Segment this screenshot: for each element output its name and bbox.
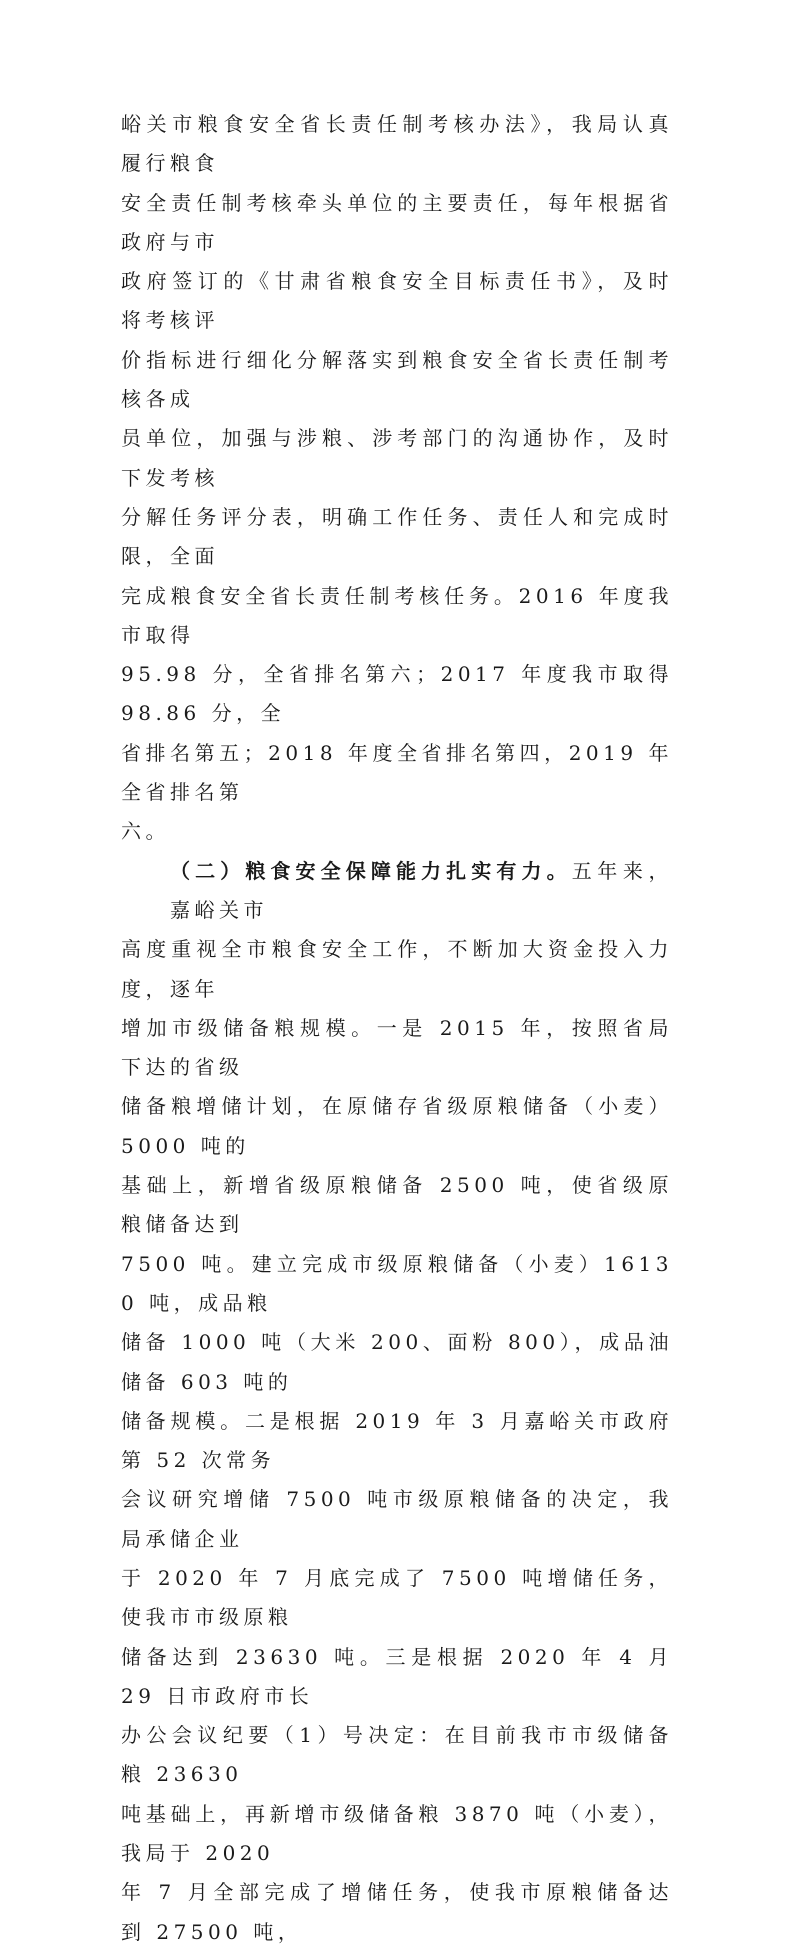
text-line: 95.98 分，全省排名第六；2017 年度我市取得 98.86 分，全	[121, 662, 673, 726]
text-line: 7500 吨。建立完成市级原粮储备（小麦）16130 吨，成品粮	[121, 1251, 673, 1315]
text-line: 峪关市粮食安全省长责任制考核办法》，我局认真履行粮食	[121, 112, 673, 176]
text-line: 高度重视全市粮食安全工作，不断加大资金投入力度，逐年	[121, 937, 673, 1001]
text-line: 于 2020 年 7 月底完成了 7500 吨增储任务，使我市市级原粮	[121, 1565, 673, 1630]
text-line-first	[121, 852, 673, 931]
text-line: 会议研究增储 7500 吨市级原粮储备的决定，我局承储企业	[121, 1487, 673, 1551]
text-line: 分解任务评分表，明确工作任务、责任人和完成时限，全面	[121, 504, 673, 569]
text-line: 储备粮增储计划，在原储存省级原粮储备（小麦）5000 吨的	[121, 1094, 673, 1158]
text-line: 储备 1000 吨（大米 200、面粉 800），成品油储备 603 吨的	[121, 1330, 673, 1394]
text-run: 五年来，嘉峪关市	[170, 858, 674, 922]
text-line: 省排名第五；2018 年度全省排名第四，2019 年全省排名第	[121, 740, 673, 805]
text-line: 办公会议纪要（1）号决定：在目前我市市级储备粮 23630	[121, 1723, 673, 1787]
document-page	[121, 105, 673, 1952]
paragraph-grain-security	[121, 852, 673, 1952]
text-line: 储备规模。二是根据 2019 年 3 月嘉峪关市政府第 52 次常务	[121, 1408, 673, 1473]
text-line: 政府签订的《甘肃省粮食安全目标责任书》，及时将考核评	[121, 269, 673, 333]
paragraph-assessment	[121, 105, 673, 852]
text-line: 价指标进行细化分解落实到粮食安全省长责任制考核各成	[121, 347, 673, 412]
text-line: 年 7 月全部完成了增储任务，使我市原粮储备达到 27500 吨，	[121, 1880, 673, 1944]
text-line: 吨基础上，再新增市级储备粮 3870 吨（小麦），我局于 2020	[121, 1801, 673, 1866]
section-heading: （二）粮食安全保障能力扎实有力。	[170, 858, 572, 883]
text-line: 六。	[121, 819, 170, 844]
text-line: 安全责任制考核牵头单位的主要责任，每年根据省政府与市	[121, 190, 673, 254]
text-line: 增加市级储备粮规模。一是 2015 年，按照省局下达的省级	[121, 1015, 673, 1080]
text-line: 储备达到 23630 吨。三是根据 2020 年 4 月 29 日市政府市长	[121, 1644, 673, 1708]
text-line: 员单位，加强与涉粮、涉考部门的沟通协作，及时下发考核	[121, 426, 673, 490]
text-line: 完成粮食安全省长责任制考核任务。2016 年度我市取得	[121, 583, 673, 647]
text-line: 基础上，新增省级原粮储备 2500 吨，使省级原粮储备达到	[121, 1173, 673, 1237]
